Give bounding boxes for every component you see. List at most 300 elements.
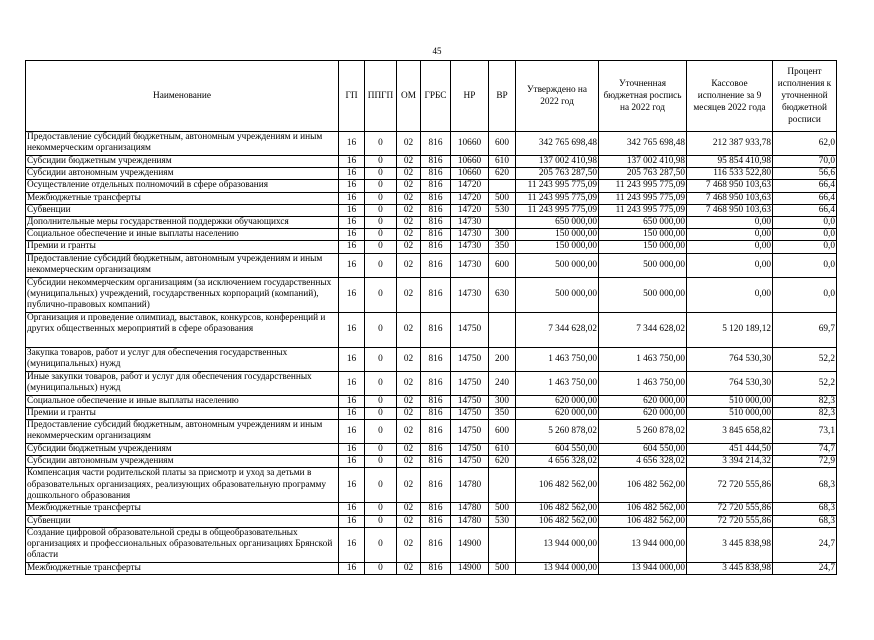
cell-ppgp: 0 [365,515,397,527]
budget-execution-table [25,60,837,575]
cell-vr: 500 [489,192,516,204]
cell-vr: 500 [489,503,516,515]
cell-vr: 620 [489,168,516,180]
cell-grbs: 816 [421,168,451,180]
cell-ppgp: 0 [365,347,397,371]
cell-name: Предоставление субсидий бюджетным, автономным учреждениям и иным некоммерческим организациям [26,253,339,277]
cell-cash: 72 720 555,86 [687,503,773,515]
cell-ppgp: 0 [365,444,397,456]
cell-om: 02 [397,347,421,371]
cell-vr: 620 [489,456,516,468]
cell-gp: 16 [339,371,365,395]
cell-vr [489,180,516,192]
table-row [26,347,837,371]
cell-np: 14750 [451,456,489,468]
cell-approved: 500 000,00 [516,253,599,277]
cell-grbs: 816 [421,192,451,204]
cell-percent: 24,7 [773,527,837,562]
cell-np: 14730 [451,229,489,241]
cell-name: Субсидии бюджетным учреждениям [26,444,339,456]
header-percent: Процент исполнения к уточненной бюджетной росписи [773,61,837,132]
cell-percent: 82,3 [773,395,837,407]
cell-percent: 0,0 [773,229,837,241]
cell-refined: 7 344 628,02 [599,312,687,347]
cell-grbs: 816 [421,180,451,192]
cell-percent: 68,3 [773,503,837,515]
cell-gp: 16 [339,562,365,574]
cell-grbs: 816 [421,395,451,407]
cell-approved: 620 000,00 [516,407,599,419]
table-row [26,527,837,562]
cell-approved: 137 002 410,98 [516,156,599,168]
cell-om: 02 [397,515,421,527]
cell-refined: 150 000,00 [599,229,687,241]
cell-om: 02 [397,395,421,407]
cell-refined: 205 763 287,50 [599,168,687,180]
cell-cash: 72 720 555,86 [687,515,773,527]
cell-approved: 1 463 750,00 [516,371,599,395]
cell-grbs: 816 [421,515,451,527]
cell-np: 10660 [451,132,489,156]
cell-refined: 11 243 995 775,09 [599,180,687,192]
cell-vr: 630 [489,277,516,312]
cell-grbs: 816 [421,204,451,216]
cell-ppgp: 0 [365,132,397,156]
cell-refined: 137 002 410,98 [599,156,687,168]
header-om: ОМ [397,61,421,132]
cell-np: 14720 [451,180,489,192]
cell-name: Компенсация части родительской платы за присмотр и уход за детьми в образовательных организациях, реализующих образовательную программу дошкольного образования [26,468,339,503]
cell-cash: 0,00 [687,229,773,241]
cell-grbs: 816 [421,468,451,503]
cell-percent: 73,1 [773,420,837,444]
cell-approved: 106 482 562,00 [516,515,599,527]
cell-cash: 0,00 [687,253,773,277]
cell-refined: 1 463 750,00 [599,371,687,395]
cell-cash: 510 000,00 [687,395,773,407]
cell-grbs: 816 [421,420,451,444]
cell-gp: 16 [339,217,365,229]
table-row [26,277,837,312]
cell-grbs: 816 [421,371,451,395]
cell-percent: 62,0 [773,132,837,156]
cell-ppgp: 0 [365,156,397,168]
cell-gp: 16 [339,515,365,527]
cell-np: 14750 [451,395,489,407]
cell-vr: 600 [489,253,516,277]
cell-approved: 106 482 562,00 [516,503,599,515]
cell-ppgp: 0 [365,253,397,277]
cell-ppgp: 0 [365,527,397,562]
cell-cash: 764 530,30 [687,347,773,371]
cell-percent: 69,7 [773,312,837,347]
cell-percent: 66,4 [773,180,837,192]
table-row [26,562,837,574]
cell-ppgp: 0 [365,204,397,216]
cell-approved: 604 550,00 [516,444,599,456]
cell-percent: 74,7 [773,444,837,456]
cell-refined: 106 482 562,00 [599,503,687,515]
cell-approved: 620 000,00 [516,395,599,407]
cell-cash: 7 468 950 103,63 [687,192,773,204]
cell-om: 02 [397,229,421,241]
cell-name: Межбюджетные трансферты [26,192,339,204]
header-gp: ГП [339,61,365,132]
cell-om: 02 [397,562,421,574]
cell-vr: 530 [489,204,516,216]
cell-grbs: 816 [421,241,451,253]
table-header-row [26,61,837,132]
cell-gp: 16 [339,312,365,347]
cell-ppgp: 0 [365,180,397,192]
cell-cash: 5 120 189,12 [687,312,773,347]
cell-cash: 0,00 [687,277,773,312]
cell-vr: 350 [489,407,516,419]
cell-percent: 52,2 [773,371,837,395]
table-row [26,192,837,204]
cell-name: Организация и проведение олимпиад, выставок, конкурсов, конференций и других общественных мероприятий в сфере образования [26,312,339,347]
cell-ppgp: 0 [365,503,397,515]
cell-percent: 72,9 [773,456,837,468]
cell-cash: 3 445 838,98 [687,527,773,562]
page-number: 45 [432,46,442,56]
cell-ppgp: 0 [365,420,397,444]
cell-np: 10660 [451,156,489,168]
cell-refined: 13 944 000,00 [599,562,687,574]
cell-gp: 16 [339,407,365,419]
cell-ppgp: 0 [365,371,397,395]
cell-grbs: 816 [421,253,451,277]
cell-name: Межбюджетные трансферты [26,503,339,515]
cell-np: 14780 [451,515,489,527]
cell-gp: 16 [339,180,365,192]
cell-gp: 16 [339,168,365,180]
cell-grbs: 816 [421,407,451,419]
cell-cash: 451 444,50 [687,444,773,456]
cell-name: Социальное обеспечение и иные выплаты населению [26,229,339,241]
cell-percent: 0,0 [773,253,837,277]
cell-gp: 16 [339,444,365,456]
cell-name: Предоставление субсидий бюджетным, автономным учреждениям и иным некоммерческим организациям [26,420,339,444]
cell-approved: 4 656 328,02 [516,456,599,468]
cell-refined: 500 000,00 [599,253,687,277]
cell-ppgp: 0 [365,312,397,347]
cell-gp: 16 [339,132,365,156]
cell-name: Предоставление субсидий бюджетным, автономным учреждениям и иным некоммерческим организациям [26,132,339,156]
cell-np: 14750 [451,420,489,444]
cell-refined: 1 463 750,00 [599,347,687,371]
header-ppgp: ППГП [365,61,397,132]
cell-np: 14730 [451,241,489,253]
cell-om: 02 [397,527,421,562]
cell-vr: 600 [489,132,516,156]
cell-vr [489,217,516,229]
cell-name: Субсидии бюджетным учреждениям [26,156,339,168]
cell-gp: 16 [339,527,365,562]
cell-name: Субвенции [26,204,339,216]
cell-percent: 0,0 [773,217,837,229]
cell-gp: 16 [339,192,365,204]
cell-name: Осуществление отдельных полномочий в сфере образования [26,180,339,192]
cell-refined: 150 000,00 [599,241,687,253]
cell-grbs: 816 [421,312,451,347]
cell-grbs: 816 [421,562,451,574]
cell-grbs: 816 [421,156,451,168]
cell-approved: 150 000,00 [516,241,599,253]
cell-gp: 16 [339,468,365,503]
cell-name: Закупка товаров, работ и услуг для обеспечения государственных (муниципальных) нужд [26,347,339,371]
cell-vr: 300 [489,395,516,407]
cell-vr [489,527,516,562]
cell-refined: 620 000,00 [599,407,687,419]
cell-grbs: 816 [421,444,451,456]
cell-percent: 0,0 [773,241,837,253]
cell-cash: 95 854 410,98 [687,156,773,168]
cell-percent: 66,4 [773,192,837,204]
cell-om: 02 [397,253,421,277]
header-refined: Уточненная бюджетная роспись на 2022 год [599,61,687,132]
cell-gp: 16 [339,420,365,444]
cell-om: 02 [397,132,421,156]
table-row [26,168,837,180]
cell-om: 02 [397,180,421,192]
cell-vr: 500 [489,562,516,574]
cell-refined: 650 000,00 [599,217,687,229]
cell-om: 02 [397,371,421,395]
cell-vr: 530 [489,515,516,527]
header-approved: Утверждено на 2022 год [516,61,599,132]
cell-np: 14750 [451,444,489,456]
cell-np: 10660 [451,168,489,180]
cell-name: Социальное обеспечение и иные выплаты населению [26,395,339,407]
cell-np: 14750 [451,347,489,371]
cell-om: 02 [397,420,421,444]
cell-vr: 200 [489,347,516,371]
cell-approved: 342 765 698,48 [516,132,599,156]
cell-percent: 70,0 [773,156,837,168]
cell-approved: 650 000,00 [516,217,599,229]
header-grbs: ГРБС [421,61,451,132]
cell-np: 14780 [451,503,489,515]
cell-om: 02 [397,168,421,180]
cell-approved: 106 482 562,00 [516,468,599,503]
cell-vr: 300 [489,229,516,241]
cell-cash: 510 000,00 [687,407,773,419]
cell-grbs: 816 [421,456,451,468]
cell-approved: 7 344 628,02 [516,312,599,347]
cell-np: 14750 [451,371,489,395]
cell-name: Иные закупки товаров, работ и услуг для обеспечения государственных (муниципальных) нужд [26,371,339,395]
header-np: НР [451,61,489,132]
cell-ppgp: 0 [365,168,397,180]
table-row [26,395,837,407]
table-row [26,407,837,419]
cell-name: Создание цифровой образовательной среды в общеобразовательных организациях и профессиональных образовательных организациях Брянской области [26,527,339,562]
cell-name: Премии и гранты [26,241,339,253]
cell-ppgp: 0 [365,229,397,241]
cell-refined: 620 000,00 [599,395,687,407]
cell-om: 02 [397,468,421,503]
cell-refined: 4 656 328,02 [599,456,687,468]
table-row [26,241,837,253]
cell-np: 14750 [451,312,489,347]
cell-ppgp: 0 [365,562,397,574]
cell-cash: 3 394 214,32 [687,456,773,468]
cell-om: 02 [397,156,421,168]
table-row [26,456,837,468]
cell-cash: 0,00 [687,217,773,229]
table-row [26,420,837,444]
cell-gp: 16 [339,347,365,371]
cell-cash: 3 845 658,82 [687,420,773,444]
cell-gp: 16 [339,229,365,241]
cell-om: 02 [397,192,421,204]
cell-refined: 604 550,00 [599,444,687,456]
cell-np: 14900 [451,562,489,574]
cell-vr: 350 [489,241,516,253]
cell-name: Субсидии автономным учреждениям [26,456,339,468]
cell-vr [489,468,516,503]
cell-name: Субвенции [26,515,339,527]
cell-ppgp: 0 [365,217,397,229]
cell-cash: 7 468 950 103,63 [687,204,773,216]
cell-percent: 52,2 [773,347,837,371]
cell-np: 14730 [451,253,489,277]
header-cash: Кассовое исполнение за 9 месяцев 2022 года [687,61,773,132]
cell-om: 02 [397,277,421,312]
cell-vr [489,312,516,347]
table-row [26,468,837,503]
header-vr: ВР [489,61,516,132]
cell-percent: 68,3 [773,515,837,527]
cell-ppgp: 0 [365,456,397,468]
cell-percent: 24,7 [773,562,837,574]
cell-percent: 66,4 [773,204,837,216]
cell-grbs: 816 [421,229,451,241]
cell-name: Субсидии некоммерческим организациям (за исключением государственных (муниципальных) учреждений, государственных корпораций (компаний), публично-правовых компаний) [26,277,339,312]
cell-approved: 11 243 995 775,09 [516,204,599,216]
cell-approved: 11 243 995 775,09 [516,180,599,192]
table-row [26,156,837,168]
cell-np: 14720 [451,204,489,216]
cell-om: 02 [397,456,421,468]
cell-gp: 16 [339,277,365,312]
cell-ppgp: 0 [365,395,397,407]
cell-grbs: 816 [421,527,451,562]
header-name: Наименование [26,61,339,132]
cell-gp: 16 [339,503,365,515]
table-row [26,503,837,515]
cell-ppgp: 0 [365,407,397,419]
cell-approved: 13 944 000,00 [516,527,599,562]
cell-cash: 0,00 [687,241,773,253]
cell-name: Межбюджетные трансферты [26,562,339,574]
cell-refined: 5 260 878,02 [599,420,687,444]
table-row [26,180,837,192]
cell-approved: 13 944 000,00 [516,562,599,574]
cell-vr: 600 [489,420,516,444]
cell-om: 02 [397,312,421,347]
cell-percent: 56,6 [773,168,837,180]
cell-cash: 212 387 933,78 [687,132,773,156]
cell-approved: 205 763 287,50 [516,168,599,180]
cell-name: Субсидии автономным учреждениям [26,168,339,180]
cell-approved: 500 000,00 [516,277,599,312]
cell-cash: 3 445 838,98 [687,562,773,574]
cell-refined: 500 000,00 [599,277,687,312]
cell-om: 02 [397,444,421,456]
cell-vr: 610 [489,156,516,168]
table-row [26,371,837,395]
cell-percent: 68,3 [773,468,837,503]
cell-gp: 16 [339,156,365,168]
cell-grbs: 816 [421,347,451,371]
table-row [26,444,837,456]
cell-grbs: 816 [421,132,451,156]
cell-gp: 16 [339,241,365,253]
cell-cash: 116 533 522,80 [687,168,773,180]
cell-np: 14780 [451,468,489,503]
cell-ppgp: 0 [365,277,397,312]
cell-gp: 16 [339,204,365,216]
cell-om: 02 [397,204,421,216]
cell-refined: 11 243 995 775,09 [599,192,687,204]
cell-ppgp: 0 [365,241,397,253]
cell-om: 02 [397,217,421,229]
cell-vr: 610 [489,444,516,456]
cell-grbs: 816 [421,503,451,515]
cell-np: 14750 [451,407,489,419]
cell-approved: 150 000,00 [516,229,599,241]
cell-cash: 72 720 555,86 [687,468,773,503]
table-row [26,132,837,156]
cell-om: 02 [397,407,421,419]
cell-om: 02 [397,241,421,253]
cell-np: 14730 [451,277,489,312]
cell-percent: 0,0 [773,277,837,312]
cell-name: Премии и гранты [26,407,339,419]
cell-name: Дополнительные меры государственной поддержки обучающихся [26,217,339,229]
cell-gp: 16 [339,253,365,277]
table-row [26,217,837,229]
cell-np: 14900 [451,527,489,562]
cell-approved: 11 243 995 775,09 [516,192,599,204]
cell-ppgp: 0 [365,468,397,503]
cell-cash: 7 468 950 103,63 [687,180,773,192]
cell-cash: 764 530,30 [687,371,773,395]
cell-percent: 82,3 [773,407,837,419]
cell-om: 02 [397,503,421,515]
cell-refined: 13 944 000,00 [599,527,687,562]
table-row [26,204,837,216]
table-row [26,515,837,527]
cell-gp: 16 [339,395,365,407]
table-row [26,253,837,277]
cell-refined: 11 243 995 775,09 [599,204,687,216]
cell-ppgp: 0 [365,192,397,204]
cell-np: 14720 [451,192,489,204]
cell-refined: 342 765 698,48 [599,132,687,156]
table-row [26,229,837,241]
cell-approved: 5 260 878,02 [516,420,599,444]
cell-gp: 16 [339,456,365,468]
cell-approved: 1 463 750,00 [516,347,599,371]
cell-vr: 240 [489,371,516,395]
cell-grbs: 816 [421,217,451,229]
table-row [26,312,837,347]
cell-grbs: 816 [421,277,451,312]
cell-refined: 106 482 562,00 [599,468,687,503]
